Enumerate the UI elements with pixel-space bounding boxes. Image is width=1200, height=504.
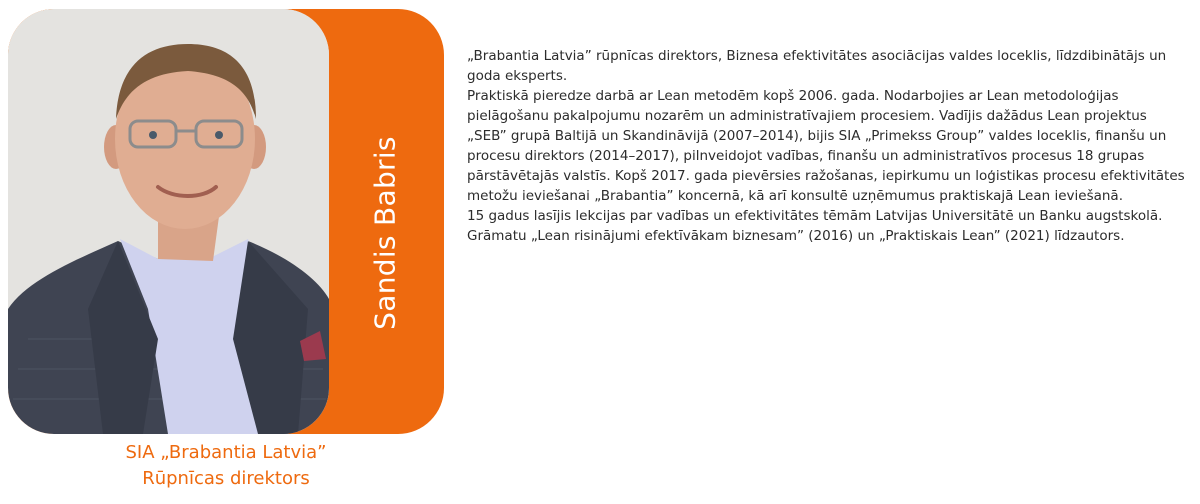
profile-card [8,9,444,434]
speaker-bio [467,46,1189,246]
portrait-illustration [8,9,329,434]
speaker-role: Rūpnīcas direktors [142,468,310,489]
bio-paragraph: Praktiskā pieredze darbā ar Lean metodēm kopš 2006. gada. Nodarbojies ar Lean metodoloģijas pielāgošanu pakalpojumu nozarēm un administratīvajiem procesiem. Vadījis dažādus Lean projektus „SEB” grupā Baltijā un Skandināvijā (2007–2014), bijis SIA „Primekss Group” valdes loceklis, finanšu un procesu direktors (2014–2017), pilnveidojot vadības, finanšu un administratīvos procesus 18 grupas pārstāvētajās valstīs. Kopš 2017. gada pievērsies ražošanas, iepirkumu un loģistikas procesu efektivitātes metožu ieviešanai „Brabantia” koncernā, kā arī konsultē uzņēmumus praktiskajā Lean ieviešanā. [467,88,1185,204]
speaker-company: SIA „Brabantia Latvia” [125,442,327,463]
bio-paragraph: „Brabantia Latvia” rūpnīcas direktors, Biznesa efektivitātes asociācijas valdes loceklis, līdzdibinātājs un goda eksperts. [467,48,1167,84]
bio-paragraph: 15 gadus lasījis lekcijas par vadības un efektivitātes tēmām Latvijas Universitātē un Banku augstskolā. Grāmatu „Lean risinājumi efektīvākam biznesam” (2016) un „Praktiskais Lean” (2021) līdzautors. [467,208,1163,244]
speaker-caption [8,440,444,492]
speaker-name-vertical: Sandis Babris [368,136,402,330]
portrait-photo [8,9,329,434]
